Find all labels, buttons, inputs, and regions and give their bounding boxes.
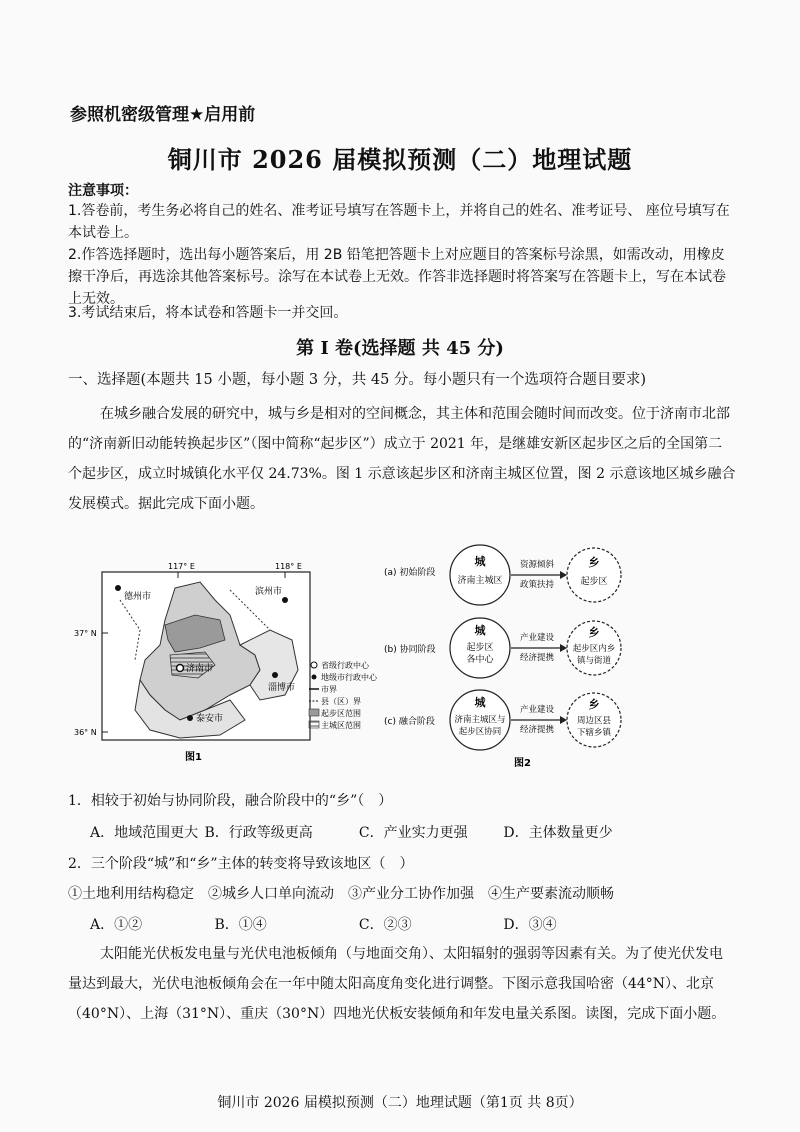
- stage-b-city-title: 城: [474, 624, 486, 637]
- map-legend: [309, 660, 378, 730]
- stage-a-arrow-bottom: 政策扶持: [519, 580, 555, 590]
- part1-title: 第 I 卷(选择题 共 45 分): [296, 338, 504, 359]
- dezhou-marker: [115, 585, 121, 591]
- binzhou-marker: [282, 597, 288, 603]
- zibo-label: 淄博市: [268, 683, 296, 693]
- legend-qibu-range: 起步区范围: [321, 709, 361, 718]
- stage-b-city-body-2: 各中心: [466, 655, 494, 665]
- notice-item-2: 2.作答选择题时，选出每小题答案后，用 2B 铅笔把答题卡上对应题目的答案标号涂黑，如需改动，用橡皮擦干净后，再选涂其他答案标号。涂写在本试卷上无效。作答非选择题时将答案写在答题卡上，写在本试卷上无效。: [68, 247, 726, 307]
- stage-c-arrow-bottom: 经济提携: [519, 725, 555, 735]
- lon-117-label: 117° E: [168, 562, 195, 571]
- page-footer: 铜川市 2026 届模拟预测（二）地理试题（第1页 共 8页）: [217, 1095, 583, 1111]
- stage-b-rural-title: 乡: [588, 626, 600, 639]
- stage-a-label: (a) 初始阶段: [384, 568, 436, 578]
- taian-marker: [187, 715, 193, 721]
- stage-c-city-body-1: 济南主城区与: [454, 715, 506, 725]
- stage-a: [384, 545, 621, 605]
- question-1-stem: 1．相较于初始与协同阶段，融合阶段中的“乡”（ ）: [68, 793, 393, 809]
- zibo-marker: [272, 672, 278, 678]
- notice-item-3: 3.考试结束后，将本试卷和答题卡一并交回。: [68, 305, 348, 321]
- figure-2-diagram: [384, 540, 744, 772]
- legend-county-boundary: 县（区）界: [321, 697, 361, 706]
- question-2-stem: 2．三个阶段“城”和“乡”主体的转变将导致该地区（ ）: [68, 856, 414, 872]
- stage-c-rural-title: 乡: [588, 698, 600, 711]
- stage-c-city-title: 城: [474, 696, 486, 709]
- stage-c-rural-body-1: 周边区县: [576, 716, 612, 726]
- passage-2: 太阳能光伏板发电量与光伏电池板倾角（与地面交角）、太阳辐射的强弱等因素有关。为了使光伏发电量达到最大，光伏电池板倾角会在一年中随太阳高度角变化进行调整。下图示意我国哈密（44°N）、北京（40°N）、上海（31°N）、重庆（30°N）四地光伏板安装倾角和年发电量关系图。读图，完成下面小题。: [68, 946, 726, 1022]
- stage-a-rural-title: 乡: [588, 556, 600, 569]
- notice-item-1: 1.答卷前，考生务必将自己的姓名、准考证号填写在答题卡上，并将自己的姓名、准考证号、 座位号填写在本试卷上。: [68, 203, 730, 241]
- stage-c-label: (c) 融合阶段: [384, 717, 435, 727]
- q1-option-a: A．地域范围更大: [90, 825, 199, 841]
- legend-city-boundary: 市界: [321, 685, 337, 694]
- exam-title: 铜川市 2026 届模拟预测（二）地理试题: [167, 145, 633, 174]
- figure-1-map: [74, 560, 400, 770]
- q2-option-c: C．②③: [358, 917, 412, 933]
- legend-prefectural: 地级市行政中心: [321, 673, 377, 682]
- legend-provincial: 省级行政中心: [321, 661, 369, 670]
- notice-heading: 注意事项：: [68, 183, 138, 199]
- q2-option-b: B．①④: [214, 917, 267, 933]
- stage-a-rural-body: 起步区: [580, 577, 608, 587]
- q1-option-c: C．产业实力更强: [358, 825, 468, 841]
- stage-b-rural-body-1: 起步区内乡: [572, 644, 616, 654]
- q2-option-a: A．①②: [90, 917, 143, 933]
- stage-b-rural-body-2: 镇与街道: [576, 656, 612, 666]
- question-1-options: [90, 822, 613, 842]
- dezhou-label: 德州市: [124, 592, 152, 602]
- question-2-options: [90, 914, 557, 934]
- figure-2-caption: 图2: [514, 758, 531, 769]
- jinan-marker: [177, 665, 184, 672]
- stage-a-arrow-top: 资源倾斜: [519, 560, 555, 570]
- stage-a-city-body: 济南主城区: [457, 576, 503, 586]
- stage-c-arrow-top: 产业建设: [519, 705, 555, 715]
- q1-option-d: D．主体数量更少: [503, 825, 613, 841]
- section-instructions: 一、选择题(本题共 15 小题，每小题 3 分，共 45 分。每小题只有一个选项符合题目要求): [68, 372, 647, 388]
- stage-c-rural-body-2: 下辖乡镇: [576, 728, 612, 738]
- stage-a-city-title: 城: [474, 555, 486, 568]
- stage-c: [384, 690, 621, 750]
- passage-1: 在城乡融合发展的研究中，城与乡是相对的空间概念，其主体和范围会随时间而改变。位于济南市北部的“济南新旧动能转换起步区”（图中简称“起步区”）成立于 2021 年，是继雄安新区起步区之后的全国第二个起步区，成立时城镇化水平仅 24.73%。图 1 示意该起步区和济南主城区位置，图 2 示意该地区城乡融合发展模式。据此完成下面小题。: [68, 406, 736, 512]
- binzhou-label: 滨州市: [255, 587, 283, 597]
- lat-36-label: 36° N: [74, 728, 97, 737]
- confidentiality-label: 参照机密级管理★启用前: [70, 105, 256, 125]
- q2-option-d: D．③④: [503, 917, 557, 933]
- stage-b-label: (b) 协同阶段: [384, 645, 436, 655]
- stage-b-arrow-bottom: 经济提携: [519, 653, 555, 663]
- stage-b-city-body-1: 起步区: [466, 643, 494, 653]
- stage-b-arrow-top: 产业建设: [519, 633, 555, 643]
- question-2-items: ①土地利用结构稳定 ②城乡人口单向流动 ③产业分工协作加强 ④生产要素流动顺畅: [68, 886, 614, 902]
- legend-main-urban-range: 主城区范围: [321, 721, 361, 730]
- lon-118-label: 118° E: [275, 562, 302, 571]
- taian-label: 泰安市: [196, 714, 224, 724]
- jinan-label: 济南市: [186, 664, 214, 674]
- stage-b: [384, 618, 621, 678]
- q1-option-b: B．行政等级更高: [204, 825, 313, 841]
- stage-c-city-body-2: 起步区协同: [458, 727, 502, 737]
- lat-37-label: 37° N: [74, 629, 97, 638]
- figure-1-caption: 图1: [185, 752, 202, 763]
